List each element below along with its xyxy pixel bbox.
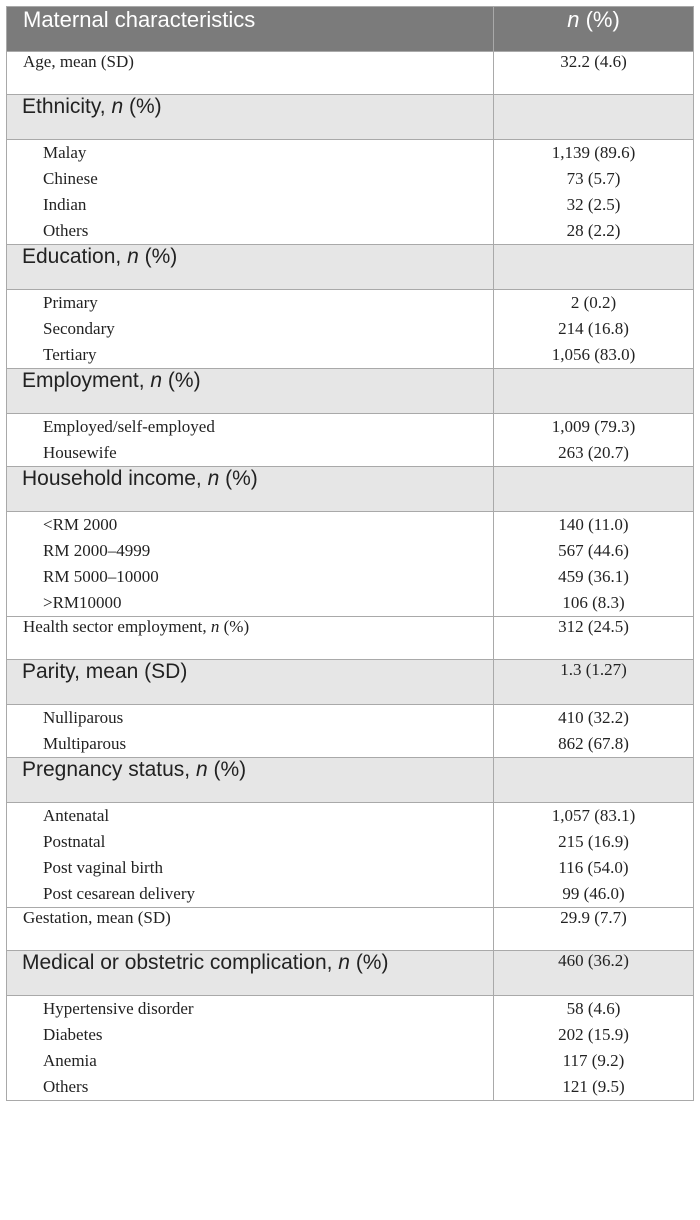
section-title-italic: n: [111, 95, 124, 118]
item-value: 1,056 (83.0): [551, 345, 636, 364]
item-value: 459 (36.1): [558, 567, 629, 586]
section-header-row: [7, 758, 694, 803]
table-body: [7, 52, 694, 1101]
section-value: [494, 95, 694, 140]
item-value: 567 (44.6): [558, 541, 629, 560]
section-items-row: [7, 290, 694, 369]
section-value-text: 460 (36.2): [558, 951, 629, 970]
section-value-text: 1.3 (1.27): [560, 660, 627, 679]
item-label: RM 5000–10000: [43, 567, 159, 586]
section-header-row: [7, 95, 694, 140]
item-label: Indian: [43, 195, 87, 214]
item-values: [494, 803, 694, 908]
item-label: Diabetes: [43, 1025, 103, 1044]
section-title-text: Medical or obstetric complication,: [22, 951, 339, 974]
header-row: [7, 7, 694, 52]
section-items-row: [7, 996, 694, 1101]
item-label: >RM10000: [43, 593, 122, 612]
item-label: Others: [43, 221, 89, 240]
table-row: [7, 908, 694, 951]
item-label: Tertiary: [43, 345, 97, 364]
item-labels: [7, 414, 494, 467]
section-title-italic: n: [127, 245, 139, 268]
item-label: RM 2000–4999: [43, 541, 151, 560]
section-title-text: Employment,: [22, 369, 151, 392]
item-values: [494, 996, 694, 1101]
section-items-row: [7, 512, 694, 617]
table-header: [7, 7, 694, 52]
item-value: 106 (8.3): [562, 593, 625, 612]
item-value: 1,139 (89.6): [551, 143, 636, 162]
row-label-text: Health sector employment,: [23, 617, 211, 636]
section-title: [7, 951, 494, 996]
section-title-italic: n: [195, 758, 208, 781]
section-value: [494, 245, 694, 290]
row-label-text: Age, mean (SD): [23, 52, 134, 71]
item-label: Malay: [43, 143, 87, 162]
section-title-rest: (%): [349, 951, 389, 974]
item-label: Postnatal: [43, 832, 106, 851]
item-value: 214 (16.8): [558, 319, 629, 338]
item-value: 121 (9.5): [562, 1077, 625, 1096]
section-title: [7, 369, 494, 414]
item-label: Secondary: [43, 319, 115, 338]
item-values: [494, 512, 694, 617]
section-title-rest: (%): [219, 467, 258, 490]
item-values: [494, 414, 694, 467]
item-value: 215 (16.9): [558, 832, 629, 851]
item-value: 28 (2.2): [566, 221, 621, 240]
item-value: 73 (5.7): [566, 169, 621, 188]
row-label-rest: (%): [219, 617, 250, 636]
row-value: [494, 617, 694, 660]
item-value: 1,057 (83.1): [551, 806, 636, 825]
item-labels: [7, 803, 494, 908]
section-value: [494, 369, 694, 414]
item-value: 1,009 (79.3): [551, 417, 636, 436]
section-title-rest: (%): [207, 758, 247, 781]
item-value: 140 (11.0): [558, 515, 629, 534]
header-characteristics: Maternal characteristics: [7, 7, 494, 52]
item-label: Post vaginal birth: [43, 858, 163, 877]
section-items-row: [7, 803, 694, 908]
item-value: 410 (32.2): [558, 708, 629, 727]
section-items-row: [7, 705, 694, 758]
item-labels: [7, 512, 494, 617]
section-title-text: Household income,: [22, 467, 208, 490]
section-title-italic: n: [150, 369, 163, 392]
section-header-row: [7, 951, 694, 996]
section-items-row: [7, 140, 694, 245]
item-values: [494, 140, 694, 245]
item-value: 117 (9.2): [562, 1051, 625, 1070]
section-title: [7, 95, 494, 140]
row-value: [494, 52, 694, 95]
item-label: Employed/self-employed: [43, 417, 215, 436]
section-title-text: Parity, mean (SD): [22, 660, 188, 683]
item-label: Post cesarean delivery: [43, 884, 195, 903]
table-row: [7, 52, 694, 95]
item-labels: [7, 705, 494, 758]
item-values: [494, 290, 694, 369]
section-title-rest: (%): [123, 95, 162, 118]
item-labels: [7, 996, 494, 1101]
item-labels: [7, 140, 494, 245]
section-title-rest: (%): [138, 245, 178, 268]
table-row: [7, 617, 694, 660]
section-value: [494, 467, 694, 512]
section-value: [494, 660, 694, 705]
section-title: [7, 660, 494, 705]
row-value-text: 312 (24.5): [558, 617, 629, 636]
header-n-percent: [494, 7, 694, 52]
row-label-text: Gestation, mean (SD): [23, 908, 171, 927]
row-value-text: 29.9 (7.7): [560, 908, 627, 927]
item-label: Nulliparous: [43, 708, 124, 727]
item-value: 99 (46.0): [562, 884, 625, 903]
row-label: [7, 52, 494, 95]
section-title: [7, 245, 494, 290]
section-header-row: [7, 369, 694, 414]
item-label: Anemia: [43, 1051, 97, 1070]
item-value: 862 (67.8): [558, 734, 629, 753]
section-header-row: [7, 467, 694, 512]
item-value: 2 (0.2): [570, 293, 617, 312]
section-title: [7, 758, 494, 803]
section-title-italic: n: [207, 467, 220, 490]
item-label: Antenatal: [43, 806, 110, 825]
item-value: 202 (15.9): [558, 1025, 629, 1044]
maternal-characteristics-table: [6, 6, 694, 1101]
item-label: Housewife: [43, 443, 117, 462]
item-label: Primary: [43, 293, 98, 312]
item-value: 116 (54.0): [558, 858, 629, 877]
item-values: [494, 705, 694, 758]
row-value-text: 32.2 (4.6): [560, 52, 627, 71]
section-title-text: Education,: [22, 245, 128, 268]
section-title: [7, 467, 494, 512]
section-header-row: [7, 660, 694, 705]
section-title-rest: (%): [162, 369, 201, 392]
item-label: Multiparous: [43, 734, 127, 753]
item-labels: [7, 290, 494, 369]
item-label: Chinese: [43, 169, 98, 188]
item-value: 32 (2.5): [566, 195, 621, 214]
section-value: [494, 758, 694, 803]
item-label: Others: [43, 1077, 89, 1096]
section-title-text: Pregnancy status,: [22, 758, 196, 781]
item-value: 58 (4.6): [566, 999, 621, 1018]
row-label: [7, 908, 494, 951]
row-label-italic: n: [210, 617, 220, 636]
item-value: 263 (20.7): [558, 443, 629, 462]
section-value: [494, 951, 694, 996]
header-n-rest: (%): [579, 7, 620, 32]
section-title-italic: n: [338, 951, 350, 974]
section-items-row: [7, 414, 694, 467]
header-n-italic: n: [567, 7, 580, 32]
row-value: [494, 908, 694, 951]
item-label: Hypertensive disorder: [43, 999, 194, 1018]
section-header-row: [7, 245, 694, 290]
section-title-text: Ethnicity,: [22, 95, 112, 118]
item-label: <RM 2000: [43, 515, 118, 534]
row-label: [7, 617, 494, 660]
